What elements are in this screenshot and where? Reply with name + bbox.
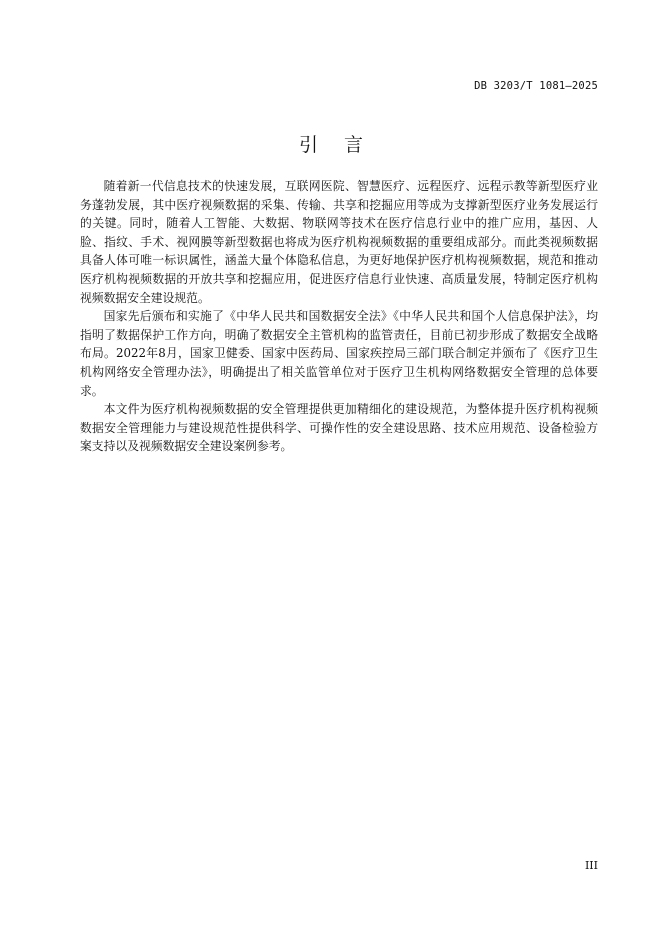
introduction-body (80, 177, 598, 456)
section-title: 引言 (298, 134, 389, 156)
paragraph-1: 随着新一代信息技术的快速发展，互联网医院、智慧医疗、远程医疗、远程示教等新型医疗业务蓬勃发展，其中医疗视频数据的采集、传输、共享和挖掘应用等成为支撑新型医疗业务发展运行的关键。同时，随着人工智能、大数据、物联网等技术在医疗信息行业中的推广应用，基因、人脸、指纹、手术、视网膜等新型数据也将成为医疗机构视频数据的重要组成部分。而此类视频数据具备人体可唯一标识属性，涵盖大量个体隐私信息，为更好地保护医疗机构视频数据，规范和推动医疗机构视频数据的开放共享和挖掘应用，促进医疗信息行业快速、高质量发展，特制定医疗机构视频数据安全建设规范。 (80, 179, 598, 305)
document-code: DB 3203/T 1081—2025 (474, 80, 598, 92)
paragraph-2: 国家先后颁布和实施了《中华人民共和国数据安全法》《中华人民共和国个人信息保护法》，均指明了数据保护工作方向，明确了数据安全主管机构的监管责任，目前已初步形成了数据安全战略布局。2022年8月，国家卫健委、国家中医药局、国家疾控局三部门联合制定并颁布了《医疗卫生机构网络安全管理办法》，明确提出了相关监管单位对于医疗卫生机构网络数据安全管理的总体要求。 (80, 309, 598, 398)
paragraph-3: 本文件为医疗机构视频数据的安全管理提供更加精细化的建设规范，为整体提升医疗机构视频数据安全管理能力与建设规范性提供科学、可操作性的安全建设思路、技术应用规范、设备检验方案支持以及视频数据安全建设案例参考。 (80, 402, 598, 454)
page-number: III (584, 859, 598, 872)
